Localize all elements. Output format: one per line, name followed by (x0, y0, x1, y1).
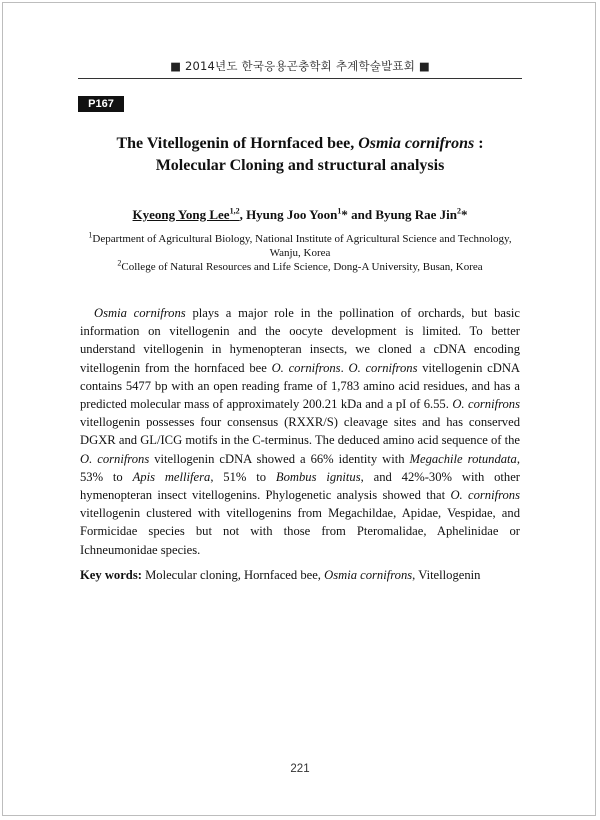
species-name: Megachile rotundata (409, 451, 517, 466)
species-name: Bombus ignitus (275, 469, 361, 484)
keywords-text: Molecular cloning, Hornfaced bee, (141, 568, 325, 582)
keywords-species: Osmia cornifrons (324, 568, 413, 582)
abstract-text: plays a major role in the pollination of orchards, but basic information on vitellogenin and the oocyte development is limited. To better understand vitellogenin in hymenopteran insects, we cloned a cDNA encoding vitellogenin from the hornfaced bee (80, 306, 520, 375)
title-text: The Vitellogenin of Hornfaced bee, (116, 135, 359, 152)
poster-id-badge: P167 (78, 96, 124, 112)
abstract-text: , 51% to (210, 469, 276, 484)
author-1-affil: 1,2 (229, 206, 240, 216)
author-2-name: Hyung Joo Yoon (246, 207, 338, 222)
affiliation-1 (80, 232, 520, 246)
author-1-name: Kyeong Yong Lee (132, 207, 230, 222)
species-name: O. cornifrons (452, 397, 520, 412)
species-name: O. cornifrons (450, 488, 520, 503)
page-number: 221 (290, 763, 310, 775)
author-3-name: Byung Rae Jin (375, 207, 457, 222)
author-3-corresponding-mark: * (460, 207, 468, 222)
affiliations (80, 232, 520, 274)
paper-title (80, 133, 520, 177)
title-line-2: Molecular Cloning and structural analysis (155, 157, 445, 174)
author-3-affil: 2 (456, 206, 461, 216)
species-name: O. cornifrons (80, 451, 150, 466)
author-2-affil: 1 (337, 206, 342, 216)
affiliation-1-cont (80, 246, 520, 260)
abstract (80, 304, 520, 559)
header-rule (78, 78, 522, 79)
abstract-text: vitellogenin clustered with vitellogenins from Megachildae, Apidae, Vespidae, and Formicidae species but not with those from Pteromalidae, Aphelinidae or Ichneumonidae species. (80, 506, 520, 557)
affiliation-text: Department of Agricultural Biology, National Institute of Agricultural Science and Technology, (92, 233, 512, 245)
abstract-text: vitellogenin possesses four consensus (RXXR/S) cleavage sites and has conserved DGXR and GL/ICG motifs in the C-terminus. The deduced amino acid sequence of the (80, 415, 520, 448)
species-name: O. cornifrons (348, 360, 418, 375)
affiliation-text: College of Natural Resources and Life Science, Dong-A University, Busan, Korea (121, 261, 483, 273)
title-species: Osmia cornifrons (358, 135, 475, 152)
abstract-text: . (340, 360, 349, 375)
keywords (80, 566, 520, 584)
author-list (80, 207, 520, 223)
affiliation-number: 1 (88, 230, 93, 240)
keywords-text: , Vitellogenin (412, 568, 481, 582)
running-header: ■ 2014년도 한국응용곤충학회 추계학술발표회 ■ (170, 59, 430, 73)
abstract-text: vitellogenin cDNA contains 5477 bp with an open reading frame of 1,783 amino acid residues, and has a predicted molecular mass of approximately 200.21 kDa and a pI of 6.55. (80, 360, 521, 412)
affiliation-text: Wanju, Korea (269, 247, 331, 259)
author-separator: , (239, 207, 247, 222)
author-2-corresponding-mark: * (341, 207, 348, 222)
species-name: O. cornifrons (271, 360, 341, 375)
abstract-paragraph (80, 304, 520, 559)
author-1 (133, 207, 240, 222)
title-line-1 (80, 133, 520, 155)
species-name: Apis mellifera (132, 469, 211, 484)
abstract-text: , 53% to (80, 451, 521, 484)
abstract-text: vitellogenin cDNA showed a 66% identity with (149, 451, 410, 466)
affiliation-2 (80, 260, 520, 274)
keywords-label: Key words: (80, 568, 142, 582)
affiliation-number: 2 (117, 258, 122, 268)
species-name: Osmia cornifrons (94, 306, 186, 320)
author-separator: and (347, 207, 376, 222)
title-colon: : (474, 135, 484, 152)
abstract-text: , and 42%-30% with other hymenopteran insect vitellogenins. Phylogenetic analysis showed that (80, 469, 520, 503)
